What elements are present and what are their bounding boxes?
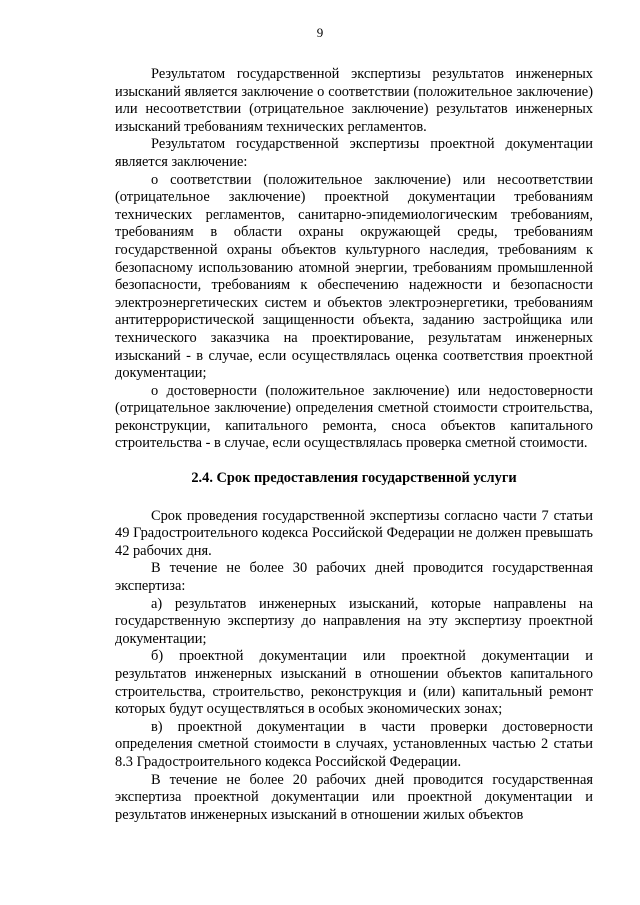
paragraph-expertise-result-design: Результатом государственной экспертизы проектной документации является заключение: xyxy=(115,136,593,170)
section-heading: 2.4. Срок предоставления государственной услуги xyxy=(191,470,517,487)
document-body xyxy=(115,66,593,824)
page-number: 9 xyxy=(316,25,324,40)
paragraph-expertise-term: Срок проведения государственной экспертизы согласно части 7 статьи 49 Градостроительного кодекса Российской Федерации не должен превышать 42 рабочих дня. xyxy=(115,507,593,559)
paragraph-compliance-conclusion: о соответствии (положительное заключение) или несоответствии (отрицательное заключение) проектной документации требованиям технических регламентов, санитарно-эпидемиологическим требованиям, требованиям в области охраны окружающей среды, требованиям государственной охраны объектов культурного наследия, требованиям к безопасному использованию атомной энергии, требованиям промышленной безопасности, требованиям к обеспечению надежности и безопасности электроэнергетических систем и объектов электроэнергетики, требованиям антитеррористической защищенности объекта, заданию застройщика или технического заказчика на проектирование, результатам инженерных изысканий - в случае, если осуществлялась оценка соответствия проектной документации; xyxy=(115,171,593,382)
paragraph-30-days: В течение не более 30 рабочих дней проводится государственная экспертиза: xyxy=(115,560,593,595)
paragraph-expertise-result-surveys: Результатом государственной экспертизы результатов инженерных изысканий является заключение о соответствии (положительное заключение) или несоответствии (отрицательное заключение) результатов инженерных изысканий требованиям технических регламентов. xyxy=(115,66,593,135)
list-item-b: б) проектной документации или проектной документации и результатов инженерных изысканий в отношении объектов капитального строительства, строительство, реконструкция и (или) капитальный ремонт которых будут осуществляться в особых экономических зонах; xyxy=(115,648,593,718)
list-item-v: в) проектной документации в части проверки достоверности определения сметной стоимости в случаях, установленных частью 2 статьи 8.3 Градостроительного кодекса Российской Федерации. xyxy=(115,718,593,770)
paragraph-20-days: В течение не более 20 рабочих дней проводится государственная экспертиза проектной документации или проектной документации и результатов инженерных изысканий в отношении жилых объектов xyxy=(115,771,593,823)
list-item-a: а) результатов инженерных изысканий, которые направлены на государственную экспертизу до направления на эту экспертизу проектной документации; xyxy=(115,595,593,647)
paragraph-reliability-conclusion: о достоверности (положительное заключение) или недостоверности (отрицательное заключение) определения сметной стоимости строительства, реконструкции, капитального ремонта, сноса объектов капитального строительства - в случае, если осуществлялась проверка сметной стоимости. xyxy=(115,382,593,452)
